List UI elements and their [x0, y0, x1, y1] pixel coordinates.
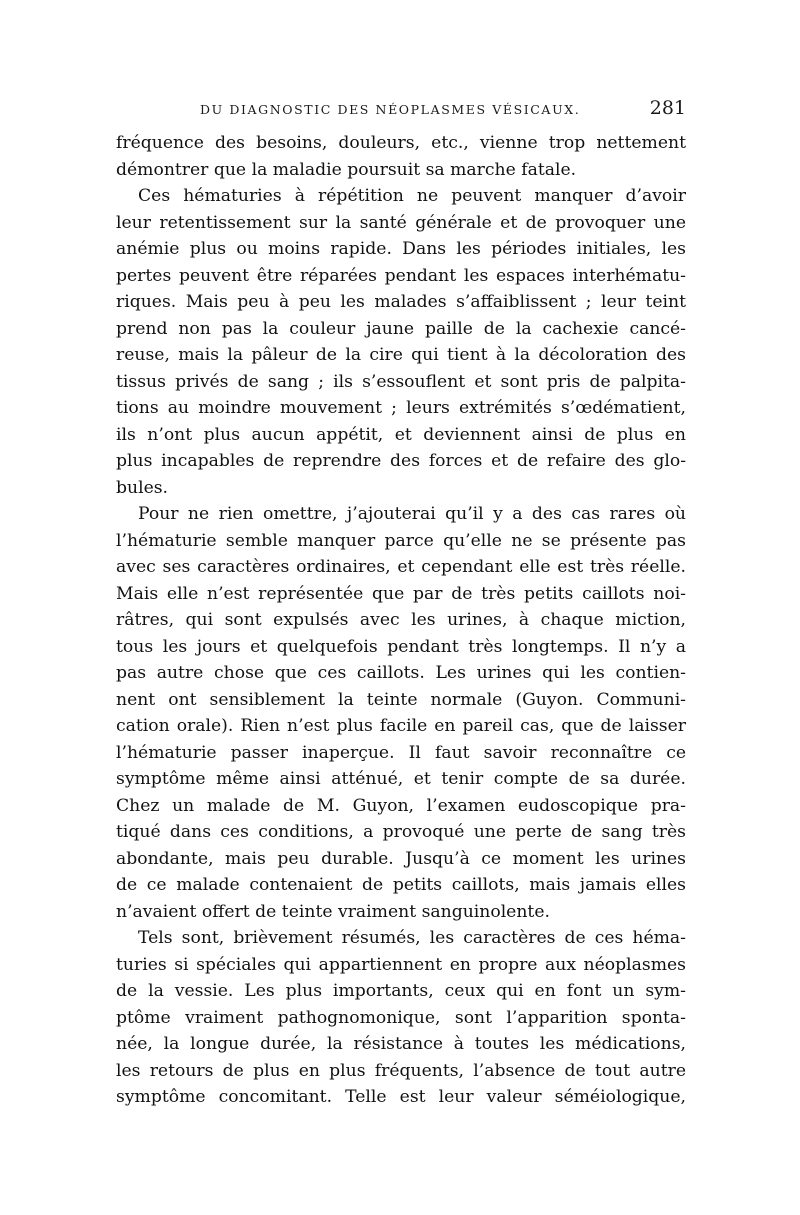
text-line: plus incapables de reprendre des forces et de refaire des glo-	[116, 451, 686, 471]
text-line: Ces hématuries à répétition ne peuvent manquer d’avoir	[138, 186, 686, 206]
text-line: Pour ne rien omettre, j’ajouterai qu’il y a des cas rares où	[138, 504, 686, 524]
text-line: l’hématurie passer inaperçue. Il faut savoir reconnaître ce	[116, 742, 686, 763]
body-text	[116, 130, 686, 1111]
text-line: fréquence des besoins, douleurs, etc., vienne trop nettement	[116, 133, 686, 153]
text-line: n’avaient offert de teinte vraiment sanguinolente.	[116, 901, 550, 922]
text-line: tissus privés de sang ; ils s’essouflent et sont pris de palpita-	[116, 371, 686, 392]
text-line: cation orale). Rien n’est plus facile en pareil cas, que de laisser	[116, 716, 686, 736]
running-head	[118, 96, 686, 126]
text-line: avec ses caractères ordinaires, et cependant elle est très réelle.	[116, 557, 686, 577]
text-line: l’hématurie semble manquer parce qu’elle ne se présente pas	[116, 530, 686, 551]
text-line: riques. Mais peu à peu les malades s’affaiblissent ; leur teint	[116, 292, 686, 312]
text-line: ils n’ont plus aucun appétit, et deviennent ainsi de plus en	[116, 424, 686, 445]
text-line: bules.	[116, 477, 169, 498]
text-line: tions au moindre mouvement ; leurs extrémités s’œdématient,	[116, 398, 686, 418]
text-line: tous les jours et quelquefois pendant très longtemps. Il n’y a	[116, 636, 686, 657]
text-line: de ce malade contenaient de petits caillots, mais jamais elles	[116, 875, 686, 895]
text-line: née, la longue durée, la résistance à toutes les médications,	[116, 1034, 686, 1054]
text-line: ptôme vraiment pathognomonique, sont l’apparition sponta-	[116, 1007, 686, 1028]
text-line: de la vessie. Les plus importants, ceux qui en font un sym-	[116, 981, 686, 1001]
text-line: turies si spéciales qui appartiennent en propre aux néoplasmes	[116, 954, 686, 975]
text-line: symptôme concomitant. Telle est leur valeur séméiologique,	[116, 1087, 686, 1107]
text-line: abondante, mais peu durable. Jusqu’à ce moment les urines	[116, 848, 686, 869]
text-line: reuse, mais la pâleur de la cire qui tient à la décoloration des	[116, 345, 686, 365]
text-line: démontrer que la maladie poursuit sa marche fatale.	[116, 159, 577, 180]
text-line: pertes peuvent être réparées pendant les espaces interhématu-	[116, 265, 686, 286]
text-line: tiqué dans ces conditions, a provoqué une perte de sang très	[116, 822, 686, 842]
running-title: DU DIAGNOSTIC DES NÉOPLASMES VÉSICAUX.	[200, 102, 581, 117]
text-line: anémie plus ou moins rapide. Dans les périodes initiales, les	[116, 239, 686, 259]
text-line: Mais elle n’est représentée que par de très petits caillots noi-	[116, 583, 686, 604]
text-line: prend non pas la couleur jaune paille de la cachexie cancé-	[116, 318, 686, 339]
page-number: 281	[649, 97, 686, 119]
text-line: pas autre chose que ces caillots. Les urines qui les contien-	[116, 663, 686, 683]
text-line: les retours de plus en plus fréquents, l’absence de tout autre	[116, 1060, 686, 1081]
text-line: Tels sont, brièvement résumés, les caractères de ces héma-	[138, 928, 686, 948]
text-line: râtres, qui sont expulsés avec les urines, à chaque miction,	[116, 610, 686, 630]
text-line: leur retentissement sur la santé générale et de provoquer une	[116, 212, 686, 233]
text-line: nent ont sensiblement la teinte normale (Guyon. Communi-	[116, 689, 686, 710]
text-line: Chez un malade de M. Guyon, l’examen eudoscopique pra-	[116, 795, 686, 816]
text-line: symptôme même ainsi atténué, et tenir compte de sa durée.	[116, 769, 686, 789]
